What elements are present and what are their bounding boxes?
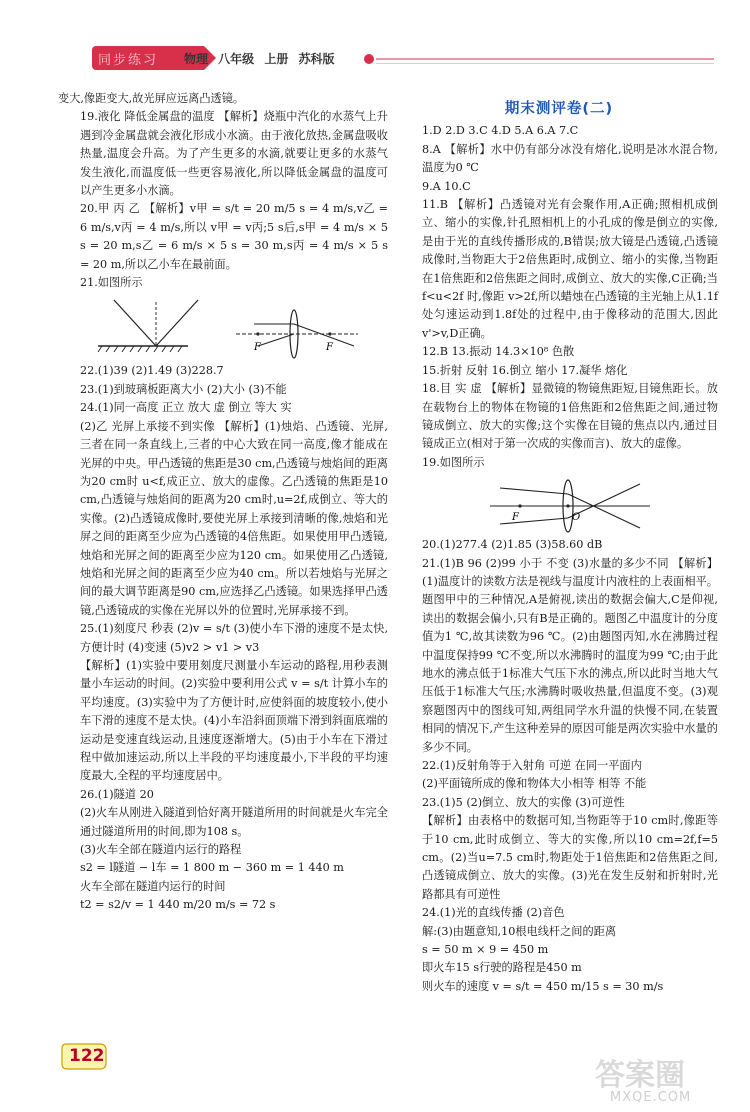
answer-line: 变大,像距变大,故光屏应远离凸透镜。 [58, 92, 245, 105]
answer-25-analysis: 【解析】(1)实验中要用刻度尺测量小车运动的路程,用秒表测量小车运动的时间。(2)实验中要利用公式 v = s/t 计算小车的平均速度。(3)实验中为了方便计时,应使斜面的坡度较小,使小车下滑的速度不是太快。(4)小车沿斜面顶端下滑到斜面底端的运动是变速直线运动,且速度逐渐增大。(5)由于小车在下滑过程中做加速运动,所以上半段的平均速度最小,下半段的平均速度最大,全程的平均速度居中。 [80, 658, 388, 783]
answer-24-part2: (2)乙 光屏上承接不到实像 【解析】(1)烛焰、凸透镜、光屏,三者在同一条直线上,三者的中心大致在同一高度,像才能成在光屏的中央。甲凸透镜的焦距是30 cm,凸透镜与烛焰间的距离为20 cm时 u<f,成正立、放大的虚像。乙凸透镜的焦距是10 cm,凸透镜与烛焰间的距离为20 cm时,u=2f,成倒立、等大的实像。(2)凸透镜成像时,要使光屏上承接到清晰的像,烛焰和光屏之间的距离至少应为凸透镜的4倍焦距。如果使用甲凸透镜,烛焰和光屏之间的距离至少应为120 cm。如果使用乙凸透镜,烛焰和光屏之间的距离至少应为40 cm。所以若烛焰与光屏之间的最大调节距离是90 cm,应选择乙凸透镜。如果选择甲凸透镜,凸透镜成的实像在光屏以外的位置时,光屏承接不到。 [80, 419, 388, 617]
header-rule [376, 58, 714, 60]
answer-11: 11.B 【解析】凸透镜对光有会聚作用,A正确;照相机成倒立、缩小的实像,针孔照相机上的小孔成的像是倒立的实像,是由于光的直线传播形成的,B错误;放大镜是凸透镜,凸透镜成像时,当物距大于2倍焦距时,成倒立、缩小的实像,当物距在1倍焦距和2倍焦距之间时,成倒立、放大的实像,C正确;当 f<u<2f 时,像距 v>2f,所以蜡烛在凸透镜的主光轴上从1.1f处匀速运动到1.8f处的过程中,由于像移动的范围大,因此 v'>v,D正确。 [422, 198, 718, 340]
answer-21: 21.如图所示 [80, 276, 143, 290]
answer-24-part1: 24.(1)同一高度 正立 放大 虚 倒立 等大 实 [80, 401, 292, 415]
answer-12-14: 12.B 13.振动 14.3×10⁸ 色散 [422, 345, 575, 359]
solution-line-1: 解:(3)由题意知,10根电线杆之间的距离 [422, 924, 617, 938]
watermark: 答案圈 [595, 1058, 685, 1093]
answer-23-right: 23.(1)5 (2)倒立、放大的实像 (3)可逆性 [422, 795, 625, 809]
answer-19: 19.液化 降低金属盘的温度 【解析】烧瓶中汽化的水蒸气上升遇到冷金属盘就会液化形成小水滴。由于液化放热,金属盘吸收热量,温度会升高。为了产生更多的水滴,就要让更多的水蒸气发生液化,而温度低一些更容易液化,所以降低金属盘的温度可以产生更多小水滴。 [80, 110, 388, 198]
answer-8: 8.A 【解析】水中仍有部分冰没有熔化,说明是冰水混合物,温度为0 ℃ [422, 142, 718, 175]
figure-19-lens-diagram [400, 474, 718, 534]
fig21-label-f2: F [326, 342, 333, 354]
equation-s2: s2 = l隧道 − l车 = 1 800 m − 360 m = 1 440 m [80, 861, 344, 875]
solution-line-4: 则火车的速度 v = s/t = 450 m/15 s = 30 m/s [422, 979, 664, 993]
fig19-label-f: F [512, 512, 519, 524]
answer-9-10: 9.A 10.C [422, 179, 471, 193]
answer-1-7: 1.D 2.D 3.C 4.D 5.A 6.A 7.C [422, 124, 579, 138]
header-title: 物理 八年级 上册 苏科版 [184, 52, 335, 66]
solution-line-2: s = 50 m × 9 = 450 m [422, 943, 549, 957]
answer-20-right: 20.(1)277.4 (2)1.85 (3)58.60 dB [422, 538, 603, 552]
right-column [400, 90, 718, 996]
left-column [58, 90, 388, 915]
answer-26-2: (2)火车从刚进入隧道到恰好离开隧道所用的时间就是火车完全通过隧道所用的时间,即为108 s。 [80, 806, 388, 838]
answer-25: 25.(1)刻度尺 秒表 (2)v = s/t (3)使小车下滑的速度不是太快,方便计时 (4)变速 (5)v2 > v1 > v3 [80, 622, 388, 654]
answer-22: 22.(1)39 (2)1.49 (3)228.7 [80, 364, 224, 378]
header-badge-text: 同步练习 [98, 53, 159, 68]
fig21-label-f1: F [254, 342, 261, 354]
watermark-url: MXQE.COM [610, 1090, 692, 1105]
page-number-badge [60, 1040, 110, 1074]
header-rule-thin [376, 63, 714, 64]
page-header [58, 44, 713, 74]
page-number: 122 [69, 1046, 105, 1066]
answer-19-right: 19.如图所示 [422, 455, 485, 469]
answer-24-right: 24.(1)光的直线传播 (2)音色 [422, 906, 565, 920]
answer-26-3: (3)火车全部在隧道内运行的路程 [80, 843, 242, 857]
header-dot-icon [364, 54, 374, 64]
answer-23: 23.(1)到玻璃板距离大小 (2)大小 (3)不能 [80, 382, 287, 396]
equation-t2: t2 = s2/v = 1 440 m/20 m/s = 72 s [80, 898, 276, 912]
figure-21-diagrams [58, 294, 388, 360]
answer-26-3b: 火车全部在隧道内运行的时间 [80, 879, 226, 893]
section-title: 期末测评卷(二) [504, 101, 614, 117]
solution-line-3: 即火车15 s行驶的路程是450 m [422, 961, 582, 975]
answer-22-2: (2)平面镜所成的像和物体大小相等 相等 不能 [422, 777, 647, 791]
fig19-label-o: O [572, 512, 581, 524]
answer-22-1: 22.(1)反射角等于入射角 可逆 在同一平面内 [422, 759, 642, 772]
answer-20: 20.甲 丙 乙 【解析】v甲 = s/t = 20 m/5 s = 4 m/s,v乙 = 6 m/s,v丙 = 4 m/s,所以 v甲 = v丙;5 s后,s甲 = 4 m/s × 5 s = 20 m,s乙 = 6 m/s × 5 s = 30 m,s丙 = 4 m/s × 5 s = 20 m,所以乙小车在最前面。 [80, 202, 388, 271]
answer-15-17: 15.折射 反射 16.倒立 缩小 17.凝华 熔化 [422, 363, 628, 377]
answer-23-analysis: 【解析】由表格中的数据可知,当物距等于10 cm时,像距等于10 cm,此时成倒立、等大的实像,所以10 cm=2f,f=5 cm。(2)当u=7.5 cm时,物距处于1倍焦距和2倍焦距之间,凸透镜成倒立、放大的实像。(3)光在发生反射和折射时,光路都具有可逆性 [422, 814, 718, 901]
answer-26-1: 26.(1)隧道 20 [80, 787, 154, 801]
answer-18: 18.目 实 虚 【解析】显微镜的物镜焦距短,目镜焦距长。放在载物台上的物体在物镜的1倍焦距和2倍焦距之间,通过物镜成倒立、放大的实像;这个实像在目镜的焦点以内,通过目镜成正立(相对于第一次成的实像而言)、放大的虚像。 [422, 382, 718, 451]
answer-21-right: 21.(1)B 96 (2)99 小于 不变 (3)水量的多少不同 【解析】(1)温度计的读数方法是视线与温度计内液柱的上表面相平。题图甲中的三种情况,A是俯视,读出的数据会偏大,C是仰视,读出的数据会偏小,只有B是正确的。题图乙中温度计的分度值为1 ℃,故其读数为96 ℃。(2)由题图丙知,水在沸腾过程中温度保持99 ℃不变,所以水沸腾时的温度为99 ℃;由于此地水的沸点低于1标准大气压下水的沸点,所以此时当地大气压低于1标准大气压;水沸腾时吸收热量,但温度不变。(3)观察题图丙中的图线可知,两组同学水升温的快慢不同,在装置相同的情况下,产生这种差异的原因可能是两次实验中水量的多少不同。 [422, 556, 718, 754]
